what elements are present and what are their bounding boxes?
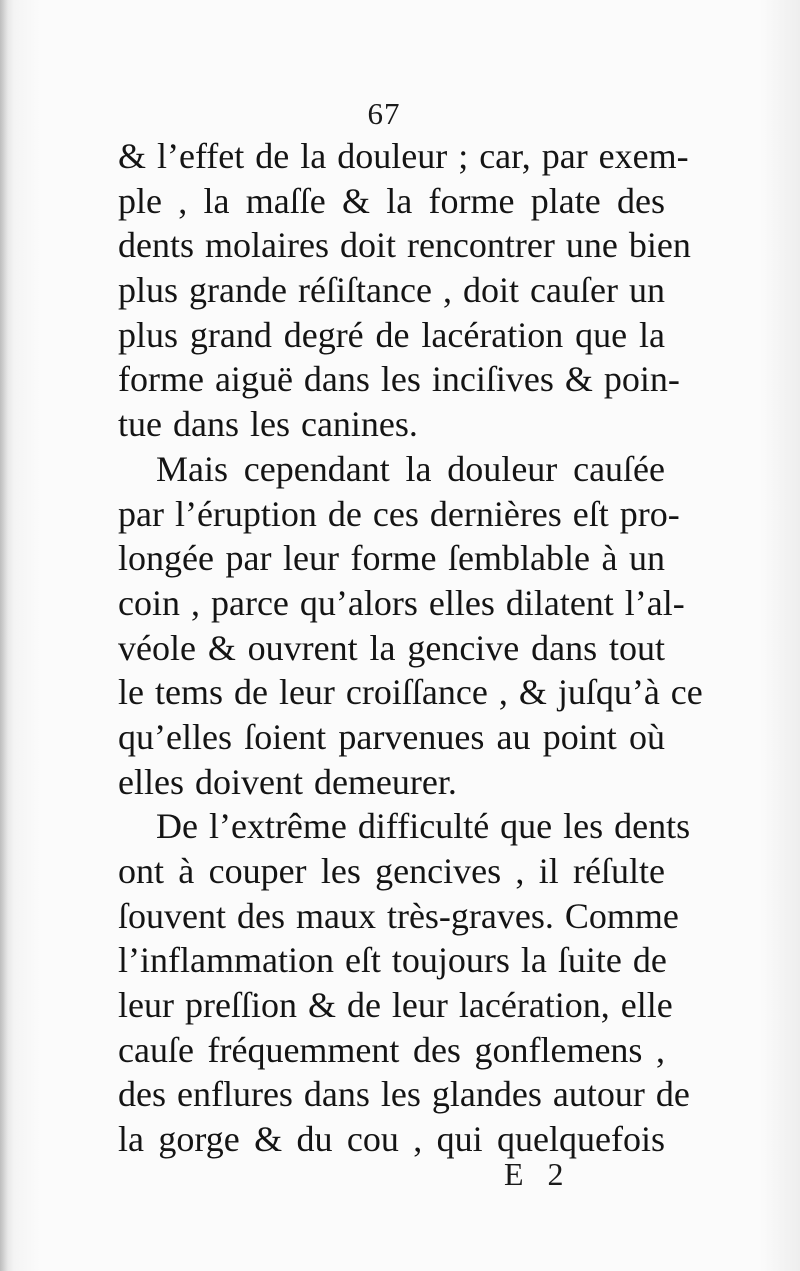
text-line: ple , la maſſe & la forme plate des	[118, 180, 665, 221]
text-line: & l’effet de la douleur ; car, par exem-	[118, 136, 689, 176]
page-gutter-edge	[0, 0, 8, 1271]
text-line: dents molaires doit rencontrer une bien	[118, 225, 691, 266]
text-line: ſouvent des maux très-graves. Comme	[118, 895, 679, 936]
paragraph-start-line: De l’extrême difficulté que les dents	[156, 806, 691, 847]
text-line: le tems de leur croiſſance , & juſqu’à ce	[118, 672, 703, 713]
text-line: par l’éruption de ces dernières eſt pro-	[118, 493, 680, 534]
text-line: longée par leur forme ſemblable à un	[118, 538, 665, 579]
paragraph-end-line: tue dans les canines.	[118, 404, 418, 445]
paragraph-start-line: Mais cependant la douleur cauſée	[156, 448, 665, 489]
text-line: plus grande réſiſtance , doit cauſer un	[118, 270, 665, 311]
text-line: des enflures dans les glandes autour de	[118, 1074, 690, 1115]
text-line: cauſe fréquemment des gonflemens ,	[118, 1029, 665, 1070]
page-number: 67	[367, 96, 401, 131]
signature-mark: E 2	[504, 1156, 572, 1192]
text-line: plus grand degré de lacération que la	[118, 314, 665, 355]
text-line: qu’elles ſoient parvenues au point où	[118, 716, 665, 757]
body-text	[118, 134, 703, 1162]
text-line: ont à couper les gencives , il réſulte	[118, 851, 665, 891]
text-line: la gorge & du cou , qui quelquefois	[118, 1119, 665, 1160]
text-line: leur preſſion & de leur lacération, elle	[118, 985, 673, 1026]
paragraph-end-line: elles doivent demeurer.	[118, 761, 457, 802]
text-line: l’inflammation eſt toujours la ſuite de	[118, 940, 667, 981]
text-line: coin , parce qu’alors elles dilatent l’al-	[118, 582, 685, 623]
text-line: forme aiguë dans les inciſives & poin-	[118, 359, 680, 400]
text-line: véole & ouvrent la gencive dans tout	[118, 627, 665, 668]
